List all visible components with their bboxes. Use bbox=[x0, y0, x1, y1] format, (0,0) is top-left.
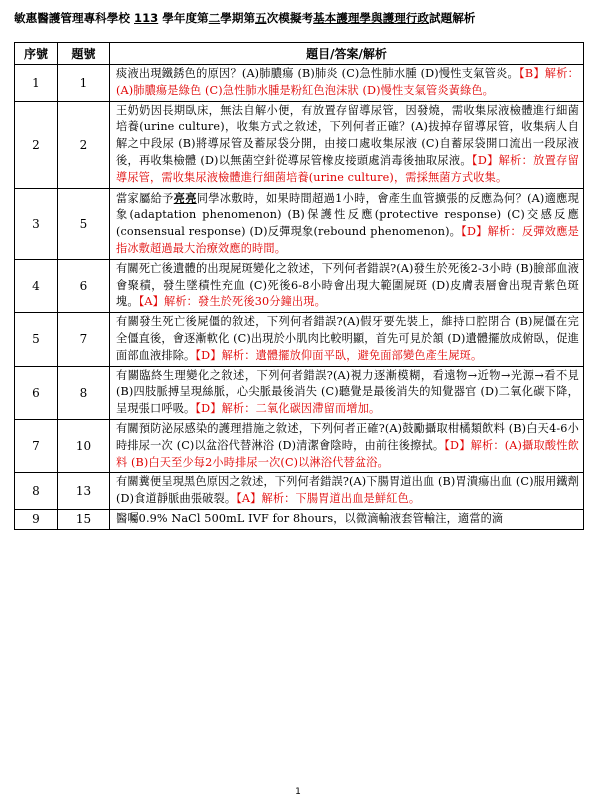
qno-cell: 7 bbox=[58, 313, 110, 366]
academic-year: 113 bbox=[134, 11, 159, 25]
question-text: 醫囑0.9% NaCl 500mL IVF for 8hours，以微滴輸液套管輸注，適當的滴 bbox=[116, 511, 504, 525]
answer-text: 【B】解析：(A)肺膿瘍是綠色 (C)急性肺水腫是粉紅色泡沫狀 (D)慢性支氣管炎黃綠色。 bbox=[116, 67, 579, 97]
column-header-content: 題目/答案/解析 bbox=[110, 43, 584, 65]
question-text: 有關預防泌尿感染的護理措施之敘述，下列何者正確?(A)鼓勵攝取柑橘類飲料 (B)白天4-6小時排尿一次 (C)以盆浴代替淋浴 (D)清潔會陰時，由前往後擦拭。 bbox=[116, 421, 579, 452]
qno-cell: 2 bbox=[58, 101, 110, 188]
table-row bbox=[15, 366, 584, 419]
content-cell bbox=[110, 101, 584, 188]
answer-text: 【D】解析：二氧化碳因滯留而增加。 bbox=[195, 402, 381, 416]
question-text: 王奶奶因長期臥床，無法自解小便，有放置存留導尿管，因發燒，需收集尿液檢體進行細菌培養(urine culture)，收集方式之敘述，下列何者正確？(A)拔掉存留導尿管，收集病人自解之中段尿 (B)將導尿管及蓄尿袋分開，由接口處收集尿液 (C)自蓄尿袋開口流出一段尿液後，再收集檢體 (D)以無菌空針從導尿管橡皮接頭處消毒後抽取尿液。 bbox=[116, 103, 579, 167]
seq-cell: 3 bbox=[15, 188, 58, 259]
question-text-before: 當家屬給予 bbox=[116, 191, 174, 205]
school-name: 敏惠醫護管理專科學校 bbox=[14, 11, 130, 25]
emphasized-name: 亮亮 bbox=[173, 190, 197, 205]
exam-suffix: 次模擬考 bbox=[266, 11, 314, 25]
exam-number: 五 bbox=[255, 11, 267, 25]
column-header-seq: 序號 bbox=[15, 43, 58, 65]
title-suffix: 試題解析 bbox=[429, 11, 476, 25]
seq-cell: 7 bbox=[15, 419, 58, 472]
question-table bbox=[14, 42, 584, 530]
content-cell bbox=[110, 509, 584, 529]
content-cell bbox=[110, 65, 584, 102]
question-text: 有關發生死亡後屍僵的敘述，下列何者錯誤?(A)假牙要先裝上，維持口腔閉合 (B)屍僵在完全僵直後，會逐漸軟化 (C)出現於小肌肉比較明顯，首先可見於頷 (D)遺體擺放成俯臥，促進面部血液排除。 bbox=[116, 315, 579, 362]
content-cell bbox=[110, 366, 584, 419]
table-row bbox=[15, 419, 584, 472]
qno-cell: 10 bbox=[58, 419, 110, 472]
table-row bbox=[15, 188, 584, 259]
question-text-after: 同學冰敷時，如果時間超過1小時，會產生血管擴張的反應為何？(A)適應現象(adaptation phenomenon) (B)保護性反應(protective response) (C)交感反應(consensual response) (D)反彈現象(rebound phenomenon)。 bbox=[116, 191, 579, 239]
answer-text: 【D】解析：(A)攝取酸性飲料 (B)白天至少每2小時排尿一次(C)以淋浴代替盆浴。 bbox=[116, 438, 579, 469]
answer-text: 【D】解析：遺體擺放仰面平臥，避免面部變色產生屍斑。 bbox=[195, 348, 483, 362]
answer-text: 【A】解析：下腸胃道出血是鮮紅色。 bbox=[236, 492, 421, 506]
seq-cell: 9 bbox=[15, 509, 58, 529]
page-title bbox=[14, 10, 584, 26]
seq-cell: 4 bbox=[15, 259, 58, 312]
column-header-qno: 題號 bbox=[58, 43, 110, 65]
seq-cell: 8 bbox=[15, 473, 58, 510]
seq-cell: 6 bbox=[15, 366, 58, 419]
table-row bbox=[15, 313, 584, 366]
seq-cell: 2 bbox=[15, 101, 58, 188]
qno-cell: 5 bbox=[58, 188, 110, 259]
question-text: 痰液出現鐵銹色的原因？(A)肺膿瘍 (B)肺炎 (C)急性肺水腫 (D)慢性支氣管炎。 bbox=[116, 67, 519, 80]
answer-text: 【A】解析：發生於死後30分鐘出現。 bbox=[138, 295, 326, 309]
qno-cell: 13 bbox=[58, 473, 110, 510]
table-row bbox=[15, 259, 584, 312]
content-cell bbox=[110, 473, 584, 510]
subject-name: 基本護理學與護理行政 bbox=[313, 11, 429, 25]
qno-cell: 8 bbox=[58, 366, 110, 419]
answer-text: 【D】解析：反彈效應是指冰敷超過最大治療效應的時間。 bbox=[116, 225, 579, 255]
content-cell bbox=[110, 188, 584, 259]
content-cell bbox=[110, 259, 584, 312]
table-row bbox=[15, 65, 584, 102]
qno-cell: 6 bbox=[58, 259, 110, 312]
term-number: 二 bbox=[208, 11, 221, 25]
question-text: 有關死亡後遺體的出現屍斑變化之敘述，下列何者錯誤?(A)發生於死後2-3小時 (B)臉部血液會聚積，發生墜積性充血 (C)死後6-8小時會出現大範圍屍斑 (D)皮膚表層會出現青紫色斑塊。 bbox=[116, 261, 579, 309]
answer-text: 【D】解析：放置存留導尿管，需收集尿液檢體進行細菌培養(urine culture)，需採無菌方式收集。 bbox=[116, 153, 579, 184]
question-text: 有關糞便呈現黑色原因之敘述，下列何者錯誤?(A)下腸胃道出血 (B)胃潰瘍出血 (C)服用鐵劑 (D)食道靜脈曲張破裂。 bbox=[116, 475, 579, 506]
content-cell bbox=[110, 419, 584, 472]
table-header-row bbox=[15, 43, 584, 65]
content-cell bbox=[110, 313, 584, 366]
page-number: 1 bbox=[295, 787, 301, 797]
qno-cell: 1 bbox=[58, 65, 110, 102]
table-row bbox=[15, 473, 584, 510]
seq-cell: 5 bbox=[15, 313, 58, 366]
table-row bbox=[15, 509, 584, 529]
question-text: 有關臨終生理變化之敘述，下列何者錯誤?(A)視力逐漸模糊，看遠物→近物→光源→看不見 (B)四肢脈搏呈現絲脈，心尖脈最後消失 (C)聽覺是最後消失的知覺器官 (D)二氧化碳下降，呈現張口呼吸。 bbox=[116, 368, 579, 416]
term-middle: 學期第 bbox=[220, 11, 256, 25]
seq-cell: 1 bbox=[15, 65, 58, 102]
term-prefix: 學年度第 bbox=[162, 11, 209, 25]
qno-cell: 15 bbox=[58, 509, 110, 529]
table-row bbox=[15, 101, 584, 188]
